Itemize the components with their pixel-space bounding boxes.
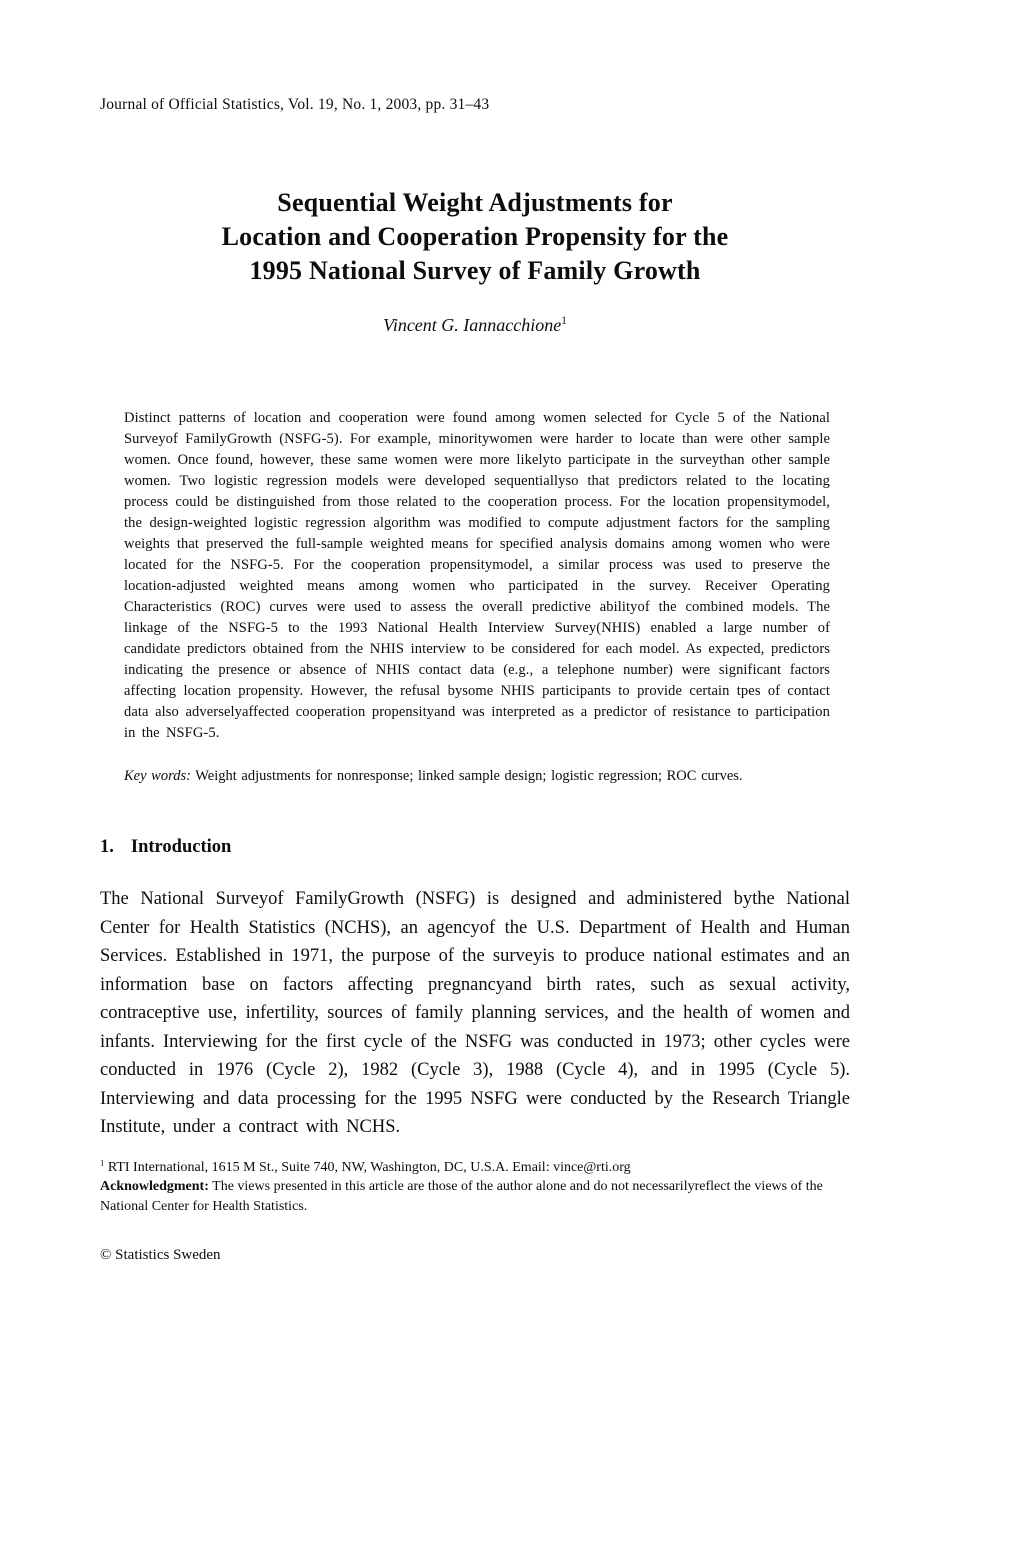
paper-title-line-3: 1995 National Survey of Family Growth <box>249 256 701 285</box>
footnote-acknowledgment <box>100 1177 850 1216</box>
author-name: Vincent G. Iannacchione <box>383 315 562 335</box>
footnote-marker: 1 <box>100 1156 105 1167</box>
footnote-affiliation <box>100 1158 850 1178</box>
journal-citation-header: Journal of Official Statistics, Vol. 19, No. 1, 2003, pp. 31–43 <box>100 96 490 113</box>
section-title: Introduction <box>130 837 232 857</box>
paper-title-line-2: Location and Cooperation Propensity for the <box>221 222 729 251</box>
paper-title <box>100 186 850 288</box>
copyright-notice: © Statistics Sweden <box>100 1247 221 1263</box>
abstract-text: Distinct patterns of location and cooperation were found among women selected for Cycle 5 of the National Surveyof FamilyGrowth (NSFG-5). For example, minoritywomen were harder to locate than were other sample women. Once found, however, these same women were more likelyto participate in the surveythan other sample women. Two logistic regression models were developed sequentiallyso that predictors related to the locating process could be distinguished from those related to the cooperation process. For the location propensitymodel, the design-weighted logistic regression algorithm was modified to compute adjustment factors for the sampling weights that preserved the full-sample weighted means for specified analysis domains among women who were located for the NSFG-5. For the cooperation propensitymodel, a similar process was used to preserve the location-adjusted weighted means among women who participated in the survey. Receiver Operating Characteristics (ROC) curves were used to assess the overall predictive abilityof the combined models. The linkage of the NSFG-5 to the 1993 National Health Interview Survey(NHIS) enabled a large number of candidate predictors obtained from the NHIS interview to be considered for each model. As expected, predictors indicating the presence or absence of NHIS contact data (e.g., a telephone number) were significant factors affecting location propensity. However, the refusal bysome NHIS participants to provide certain tpes of contact data also adverselyaffected cooperation propensityand was interpreted as a predictor of resistance to participation in the NSFG-5. <box>124 410 830 741</box>
author-byline <box>100 314 850 336</box>
section-heading-introduction <box>100 835 850 859</box>
keywords-label: Key words: <box>124 768 191 784</box>
keywords-text: Weight adjustments for nonresponse; linked sample design; logistic regression; ROC curves. <box>190 768 743 784</box>
author-footnote-marker: 1 <box>561 315 567 327</box>
section-number: 1. <box>100 837 114 857</box>
footnote-affiliation-text: RTI International, 1615 M St., Suite 740, NW, Washington, DC, U.S.A. Email: vince@rti.org <box>104 1159 631 1175</box>
introduction-paragraph: The National Surveyof FamilyGrowth (NSFG) is designed and administered bythe National Center for Health Statistics (NCHS), an agencyof the U.S. Department of Health and Human Services. Established in 1971, the purpose of the surveyis to produce national estimates and an information base on factors affecting pregnancyand birth rates, such as sexual activity, contraceptive use, infertility, sources of family planning services, and the health of women and infants. Interviewing for the first cycle of the NSFG was conducted in 1973; other cycles were conducted in 1976 (Cycle 2), 1982 (Cycle 3), 1988 (Cycle 4), and in 1995 (Cycle 5). Interviewing and data processing for the 1995 NSFG were conducted by the Research Triangle Institute, under a contract with NCHS. <box>100 889 850 1137</box>
keywords <box>124 766 830 787</box>
footnote-area <box>100 1158 850 1217</box>
acknowledgment-label: Acknowledgment: <box>100 1179 209 1194</box>
acknowledgment-text: The views presented in this article are those of the author alone and do not necessarilyreflect the views of the National Center for Health Statistics. <box>100 1179 823 1214</box>
paper-title-line-1: Sequential Weight Adjustments for <box>277 188 673 217</box>
